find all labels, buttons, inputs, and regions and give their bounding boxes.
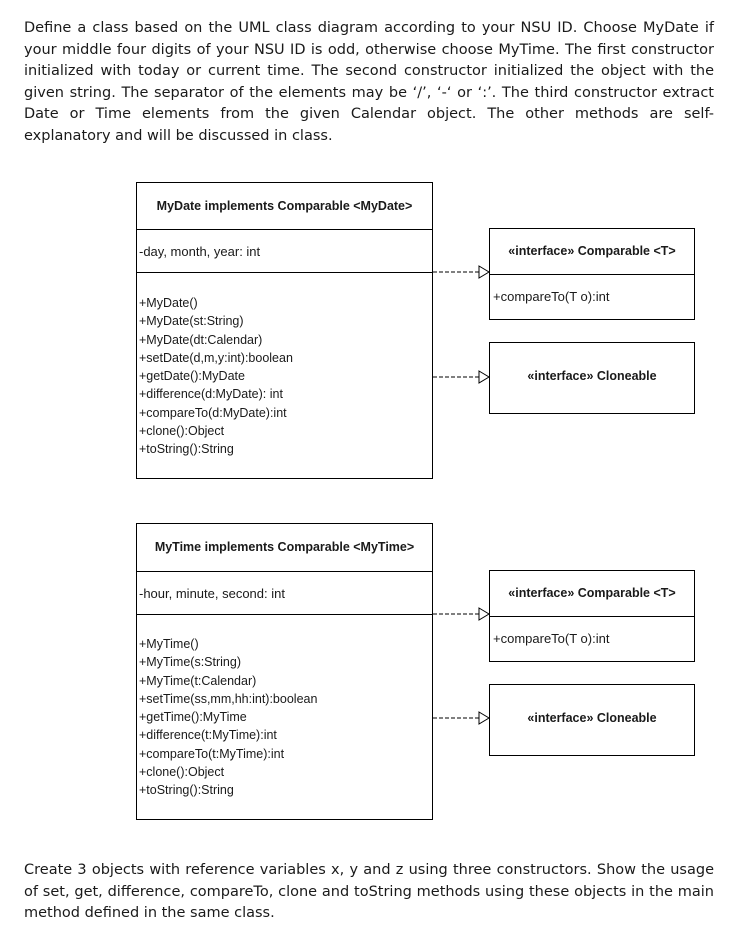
- operation-item: +setDate(d,m,y:int):boolean: [139, 350, 293, 365]
- operation-item: +MyTime(): [139, 637, 199, 651]
- operation-item: +MyDate(): [139, 296, 198, 310]
- mytime-attributes: -hour, minute, second: int: [139, 586, 285, 601]
- realization-arrowhead: [479, 266, 489, 278]
- operation-item: +toString():String: [139, 783, 234, 798]
- operation-item: +setTime(ss,mm,hh:int):boolean: [139, 691, 318, 706]
- intro-paragraph: Define a class based on the UML class diagram according to your NSU ID. Choose MyDate if your middle four digits of your NSU ID is odd, otherwise choose MyTime. The first constructor initialized with today or current time. The second constructor initialized the object with the given string. The separator of the elements may be ‘/’, ‘-‘ or ‘:’. The third constructor extract Date or Time elements from the given Calendar object. The other methods are self-explanatory and will be discussed in class.: [24, 20, 714, 144]
- operation-item: +MyTime(t:Calendar): [139, 673, 257, 688]
- operation-item: +clone():Object: [139, 424, 225, 439]
- comparable-operation: +compareTo(T o):int: [493, 289, 610, 304]
- operation-item: +MyDate(st:String): [139, 314, 244, 329]
- cloneable-interface-title: «interface» Cloneable: [527, 369, 657, 383]
- operation-item: +toString():String: [139, 442, 234, 457]
- operation-item: +MyDate(dt:Calendar): [139, 332, 263, 347]
- mydate-class-title: MyDate implements Comparable <MyDate>: [156, 199, 413, 213]
- comparable-operation: +compareTo(T o):int: [493, 631, 610, 646]
- operation-item: +difference(t:MyTime):int: [139, 728, 277, 743]
- realization-arrowhead: [479, 712, 489, 724]
- realization-arrowhead: [479, 608, 489, 620]
- operation-item: +MyTime(s:String): [139, 655, 241, 670]
- operation-item: +compareTo(d:MyDate):int: [139, 405, 287, 420]
- comparable-interface-title: «interface» Comparable <T>: [508, 244, 676, 258]
- operation-item: +clone():Object: [139, 765, 225, 780]
- outro-paragraph: Create 3 objects with reference variables x, y and z using three constructors. Show the usage of set, get, difference, compareTo, clone and toString methods using these objects in the main method defined in the same class.: [24, 862, 714, 921]
- operation-item: +getDate():MyDate: [139, 369, 245, 384]
- operation-item: +getTime():MyTime: [139, 710, 247, 725]
- mytime-class-title: MyTime implements Comparable <MyTime>: [154, 540, 415, 554]
- comparable-interface-title: «interface» Comparable <T>: [508, 586, 676, 600]
- cloneable-interface-title: «interface» Cloneable: [527, 711, 657, 725]
- operation-item: +compareTo(t:MyTime):int: [139, 746, 285, 761]
- mydate-attributes: -day, month, year: int: [139, 244, 261, 259]
- realization-arrowhead: [479, 371, 489, 383]
- operation-item: +difference(d:MyDate): int: [139, 387, 283, 402]
